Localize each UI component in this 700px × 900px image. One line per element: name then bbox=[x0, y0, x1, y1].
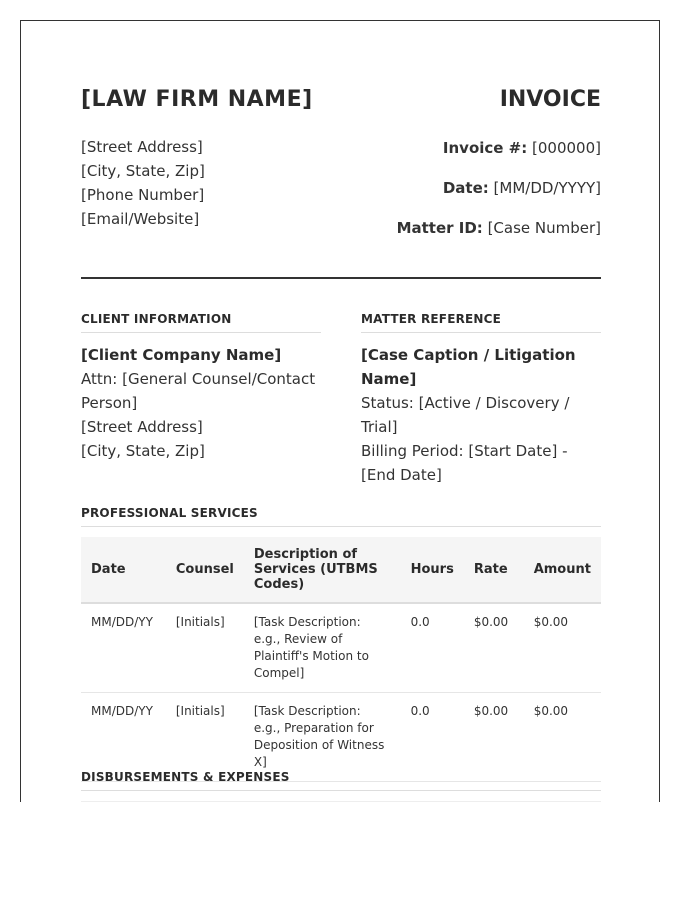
cell-counsel: [Initials] bbox=[166, 603, 244, 693]
table-row bbox=[81, 603, 601, 693]
header-divider bbox=[81, 277, 601, 279]
cell-amount: $0.00 bbox=[524, 693, 601, 782]
disbursements-heading: DISBURSEMENTS & EXPENSES bbox=[81, 770, 601, 791]
matter-status: Status: [Active / Discovery / Trial] bbox=[361, 394, 570, 436]
matter-body bbox=[361, 343, 601, 487]
client-company: [Client Company Name] bbox=[81, 346, 282, 364]
disbursements-divider bbox=[81, 801, 601, 802]
column-header-hours: Hours bbox=[401, 537, 464, 603]
column-header-rate: Rate bbox=[464, 537, 524, 603]
invoice-date-value: [MM/DD/YYYY] bbox=[493, 179, 601, 197]
firm-city: [City, State, Zip] bbox=[81, 162, 205, 180]
invoice-date-label: Date: bbox=[442, 179, 489, 197]
client-body bbox=[81, 343, 321, 463]
cell-counsel: [Initials] bbox=[166, 693, 244, 782]
invoice-meta bbox=[397, 139, 601, 259]
matter-id-value: [Case Number] bbox=[487, 219, 601, 237]
table-header-row bbox=[81, 537, 601, 603]
cell-date: MM/DD/YY bbox=[81, 603, 166, 693]
column-header-amount: Amount bbox=[524, 537, 601, 603]
cell-hours: 0.0 bbox=[401, 603, 464, 693]
client-city: [City, State, Zip] bbox=[81, 442, 205, 460]
firm-email: [Email/Website] bbox=[81, 210, 200, 228]
disbursements-expenses bbox=[81, 770, 601, 802]
cell-rate: $0.00 bbox=[464, 693, 524, 782]
matter-id-label: Matter ID: bbox=[396, 219, 483, 237]
firm-name: [LAW FIRM NAME] bbox=[81, 87, 313, 112]
firm-address bbox=[81, 135, 205, 231]
client-heading: CLIENT INFORMATION bbox=[81, 312, 321, 333]
matter-heading: MATTER REFERENCE bbox=[361, 312, 601, 333]
cell-amount: $0.00 bbox=[524, 603, 601, 693]
invoice-number-row bbox=[397, 139, 601, 179]
column-header-counsel: Counsel bbox=[166, 537, 244, 603]
cell-description: [Task Description: e.g., Preparation for Deposition of Witness X] bbox=[244, 693, 401, 782]
cell-description: [Task Description: e.g., Review of Plaintiff's Motion to Compel] bbox=[244, 603, 401, 693]
column-header-date: Date bbox=[81, 537, 166, 603]
invoice-date-row bbox=[397, 179, 601, 219]
matter-billing-period: Billing Period: [Start Date] - [End Date] bbox=[361, 442, 568, 484]
matter-id-row bbox=[397, 219, 601, 259]
invoice-number-label: Invoice #: bbox=[442, 139, 528, 157]
cell-rate: $0.00 bbox=[464, 603, 524, 693]
client-information bbox=[81, 312, 321, 463]
table-row bbox=[81, 693, 601, 782]
document-title: INVOICE bbox=[499, 87, 601, 112]
invoice-number-value: [000000] bbox=[532, 139, 601, 157]
firm-street: [Street Address] bbox=[81, 138, 203, 156]
services-heading: PROFESSIONAL SERVICES bbox=[81, 506, 601, 527]
firm-phone: [Phone Number] bbox=[81, 186, 205, 204]
professional-services bbox=[81, 506, 601, 782]
client-attn: Attn: [General Counsel/Contact Person] bbox=[81, 370, 316, 412]
services-table bbox=[81, 537, 601, 782]
cell-date: MM/DD/YY bbox=[81, 693, 166, 782]
client-street: [Street Address] bbox=[81, 418, 203, 436]
matter-reference bbox=[361, 312, 601, 487]
matter-caption: [Case Caption / Litigation Name] bbox=[361, 346, 576, 388]
invoice-page bbox=[20, 20, 660, 802]
column-header-description: Description of Services (UTBMS Codes) bbox=[244, 537, 401, 603]
cell-hours: 0.0 bbox=[401, 693, 464, 782]
